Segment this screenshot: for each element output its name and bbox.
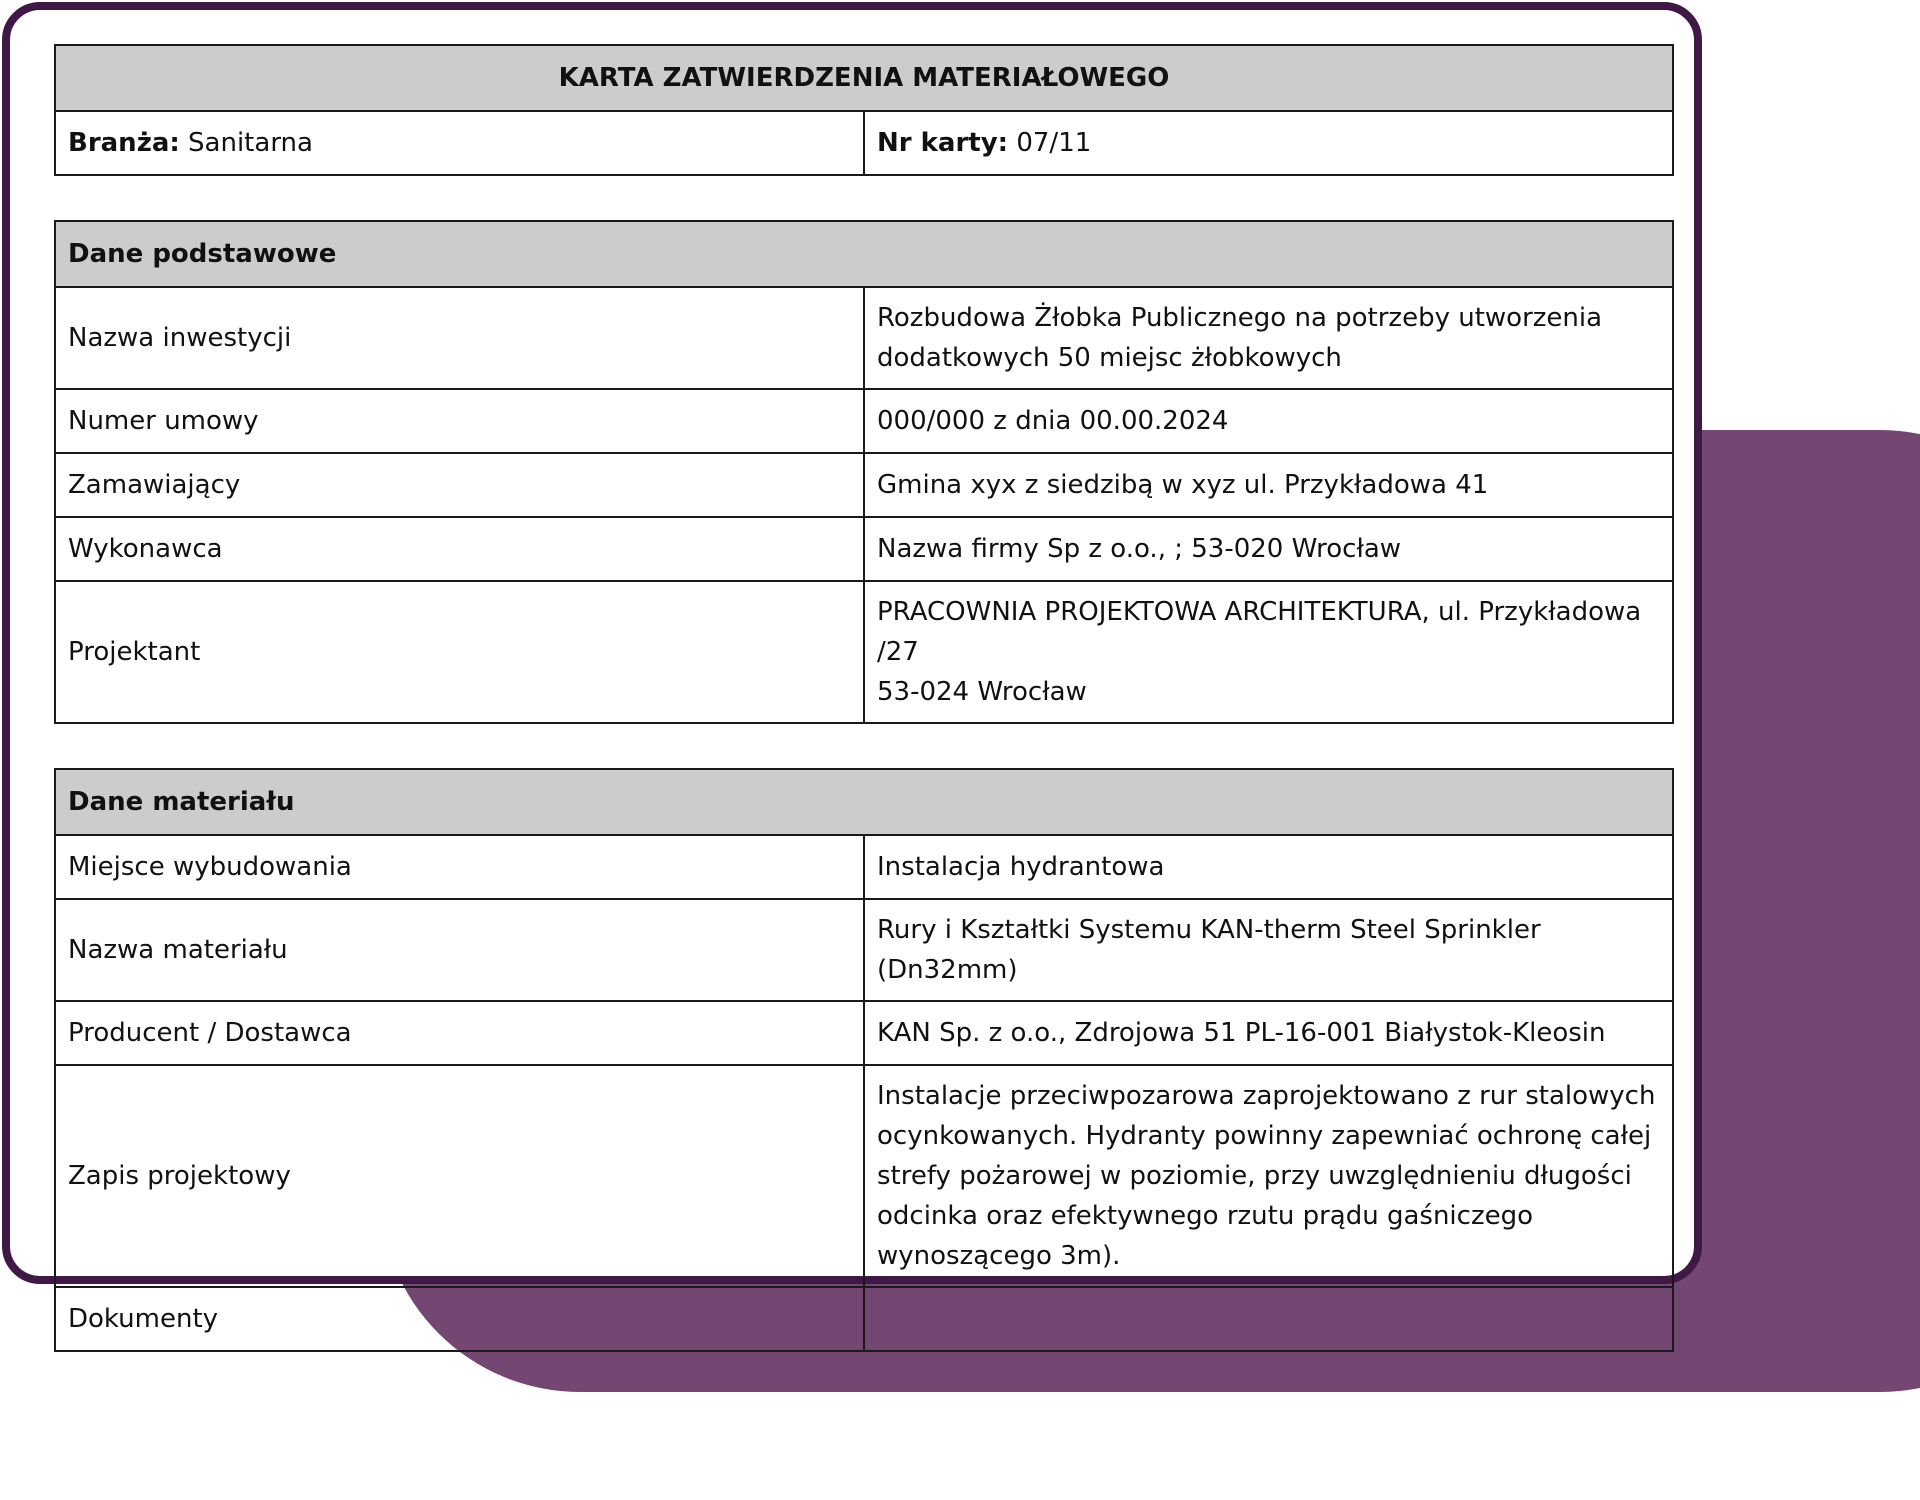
nr-karty-value: 07/11 <box>1016 128 1092 158</box>
approval-card <box>2 2 1702 1334</box>
nr-karty-cell <box>864 111 1673 175</box>
field-value: Instalacja hydrantowa <box>864 835 1673 899</box>
section-spacer <box>54 176 1660 220</box>
documents-value <box>864 1287 1673 1351</box>
field-value: Rury i Kształtki Systemu KAN-therm Steel Sprinkler (Dn32mm) <box>864 899 1673 1001</box>
field-value: Instalacje przeciwpozarowa zaprojektowano z rur stalowych ocynkowanych. Hydranty powinny zapewniać ochronę całej strefy pożarowej w poziomie, przy uwzględnieniu długości odcinka oraz efektywnego rzutu prądu gaśniczego wynoszącego 3m). <box>864 1065 1673 1287</box>
field-value: KAN Sp. z o.o., Zdrojowa 51 PL-16-001 Białystok-Kleosin <box>864 1001 1673 1065</box>
basic-data-heading: Dane podstawowe <box>55 221 1673 287</box>
basic-data-table <box>54 220 1674 724</box>
document-title: KARTA ZATWIERDZENIA MATERIAŁOWEGO <box>55 45 1673 111</box>
branza-cell <box>55 111 864 175</box>
field-label: Nazwa inwestycji <box>55 287 864 389</box>
projektant-line-1: PRACOWNIA PROJEKTOWA ARCHITEKTURA, ul. Przykładowa /27 <box>877 597 1642 667</box>
field-value: Rozbudowa Żłobka Publicznego na potrzeby utworzenia dodatkowych 50 miejsc żłobkowych <box>864 287 1673 389</box>
field-label: Producent / Dostawca <box>55 1001 864 1065</box>
field-label: Dokumenty <box>55 1287 864 1351</box>
field-label: Zapis projektowy <box>55 1065 864 1287</box>
field-label: Projektant <box>55 581 864 723</box>
card-header-table <box>54 44 1674 176</box>
field-label: Wykonawca <box>55 517 864 581</box>
material-data-table <box>54 768 1674 1352</box>
field-label: Nazwa materiału <box>55 899 864 1001</box>
field-label: Miejsce wybudowania <box>55 835 864 899</box>
material-data-heading: Dane materiału <box>55 769 1673 835</box>
branza-value: Sanitarna <box>188 128 313 158</box>
field-value: Gmina xyx z siedzibą w xyz ul. Przykładowa 41 <box>864 453 1673 517</box>
field-label: Numer umowy <box>55 389 864 453</box>
branza-label: Branża: <box>68 128 180 158</box>
field-label: Zamawiający <box>55 453 864 517</box>
field-value-multiline <box>864 581 1673 723</box>
nr-karty-label: Nr karty: <box>877 128 1009 158</box>
section-spacer <box>54 724 1660 768</box>
projektant-line-2: 53-024 Wrocław <box>877 677 1087 707</box>
field-value: Nazwa firmy Sp z o.o., ; 53-020 Wrocław <box>864 517 1673 581</box>
field-value: 000/000 z dnia 00.00.2024 <box>864 389 1673 453</box>
